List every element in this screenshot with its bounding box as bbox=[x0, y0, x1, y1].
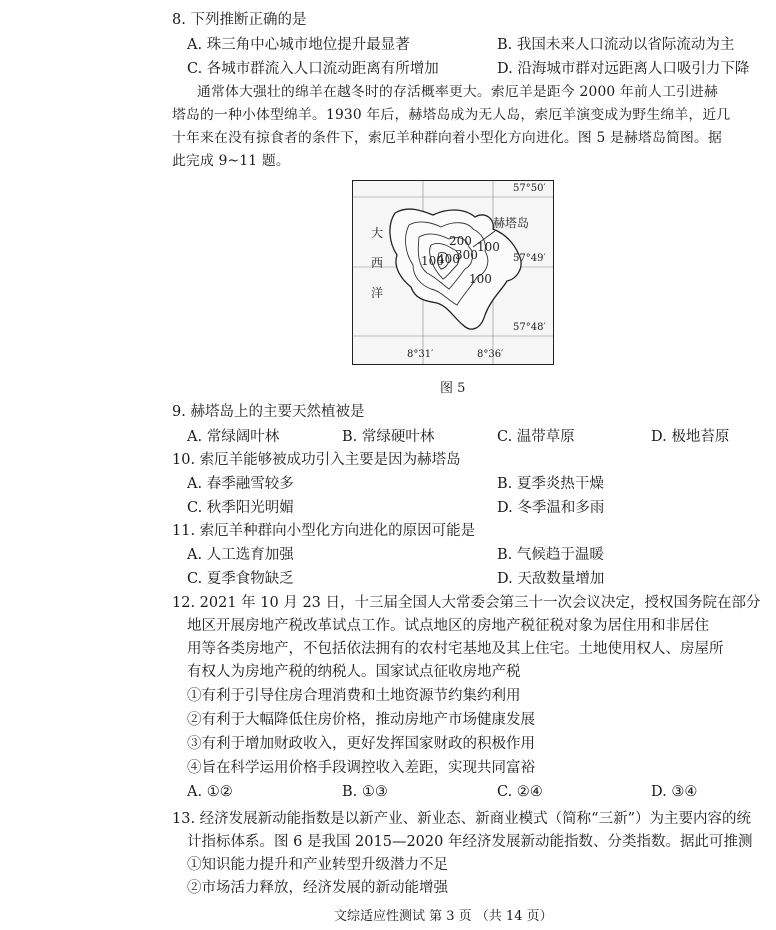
q12-line-3: 用等各类房地产，不包括依法拥有的农村宅基地及其上住宅。土地使用权人、房屋所 bbox=[187, 641, 724, 657]
passage-line-2: 塔岛的一种小体型绵羊。1930 年后，赫塔岛成为无人岛，索厄羊演变成为野生绵羊，近几 bbox=[172, 107, 731, 123]
passage-line-1: 通常体大强壮的绵羊在越冬时的存活概率更大。索厄羊是距今 2000 年前人工引进赫 bbox=[197, 84, 718, 100]
contour-label-2: 200 bbox=[449, 234, 472, 248]
q11-option-c: C. 夏季食物缺乏 bbox=[187, 571, 294, 587]
contour-label-6: 100 bbox=[477, 240, 500, 254]
q9-option-c: C. 温带草原 bbox=[497, 429, 575, 445]
q11-option-b: B. 气候趋于温暖 bbox=[497, 547, 604, 563]
q12-item-1: ①有利于引导住房合理消费和土地资源节约集约利用 bbox=[187, 688, 521, 704]
hirta-island-map bbox=[352, 180, 554, 365]
ocean-label-2: 西 bbox=[371, 256, 384, 270]
q11-stem: 11. 索厄羊种群向小型化方向进化的原因可能是 bbox=[172, 523, 476, 539]
lat-label-2: 57°49′ bbox=[513, 253, 546, 264]
contour-label-4: 400 bbox=[437, 252, 460, 266]
q9-option-b: B. 常绿硬叶林 bbox=[342, 429, 435, 445]
q10-stem: 10. 索厄羊能够被成功引入主要是因为赫塔岛 bbox=[172, 452, 461, 468]
q9-option-d: D. 极地苔原 bbox=[651, 429, 730, 445]
ocean-label-1: 大 bbox=[371, 226, 384, 240]
contour-label-5: 100 bbox=[469, 272, 492, 286]
contour-label-1: 100 bbox=[421, 254, 444, 268]
figure5-caption: 图 5 bbox=[440, 381, 466, 396]
lon-label-1: 8°31′ bbox=[407, 349, 434, 360]
page-footer: 文综适应性测试 第 3 页 （共 14 页） bbox=[334, 909, 553, 924]
q9-option-a: A. 常绿阔叶林 bbox=[187, 429, 280, 445]
q10-option-c: C. 秋季阳光明媚 bbox=[187, 500, 294, 516]
q11-option-a: A. 人工选育加强 bbox=[187, 547, 294, 563]
q12-option-a: A. ①② bbox=[187, 784, 233, 800]
lat-label-1: 57°50′ bbox=[513, 183, 546, 194]
lat-label-3: 57°48′ bbox=[513, 322, 546, 333]
ocean-label-3: 洋 bbox=[371, 286, 384, 300]
contour-label-3: 300 bbox=[455, 248, 478, 262]
q8-option-b: B. 我国未来人口流动以省际流动为主 bbox=[497, 37, 735, 53]
q11-option-d: D. 天敌数量增加 bbox=[497, 571, 605, 587]
q12-line-1: 12. 2021 年 10 月 23 日，十三届全国人大常委会第三十一次会议决定，授权国务院在部分 bbox=[172, 595, 761, 611]
q12-item-2: ②有利于大幅降低住房价格，推动房地产市场健康发展 bbox=[187, 712, 535, 728]
q10-option-b: B. 夏季炎热干燥 bbox=[497, 476, 604, 492]
q10-option-a: A. 春季融雪较多 bbox=[187, 476, 294, 492]
map-drawing bbox=[353, 181, 553, 364]
passage-line-3: 十年来在没有掠食者的条件下，索厄羊种群向着小型化方向进化。图 5 是赫塔岛简图。据 bbox=[172, 130, 723, 146]
q8-stem: 8. 下列推断正确的是 bbox=[172, 12, 307, 28]
q12-line-2: 地区开展房地产税改革试点工作。试点地区的房地产税征税对象为居住用和非居住 bbox=[187, 618, 709, 634]
q12-line-4: 有权人为房地产税的纳税人。国家试点征收房地产税 bbox=[187, 664, 521, 680]
q12-option-b: B. ①③ bbox=[342, 784, 388, 800]
q8-option-d: D. 沿海城市群对远距离人口吸引力下降 bbox=[497, 61, 750, 77]
q12-item-3: ③有利于增加财政收入，更好发挥国家财政的积极作用 bbox=[187, 736, 535, 752]
q13-item-2: ②市场活力释放，经济发展的新动能增强 bbox=[187, 880, 448, 896]
q9-stem: 9. 赫塔岛上的主要天然植被是 bbox=[172, 404, 365, 420]
q12-option-c: C. ②④ bbox=[497, 784, 543, 800]
q13-line-1: 13. 经济发展新动能指数是以新产业、新业态、新商业模式（简称“三新”）为主要内容的统 bbox=[172, 811, 751, 827]
q8-option-c: C. 各城市群流入人口流动距离有所增加 bbox=[187, 61, 439, 77]
q8-option-a: A. 珠三角中心城市地位提升最显著 bbox=[187, 37, 410, 53]
passage-line-4: 此完成 9~11 题。 bbox=[172, 153, 290, 169]
q10-option-d: D. 冬季温和多雨 bbox=[497, 500, 605, 516]
q12-item-4: ④旨在科学运用价格手段调控收入差距，实现共同富裕 bbox=[187, 760, 535, 776]
lon-label-2: 8°36′ bbox=[477, 349, 504, 360]
q13-line-2: 计指标体系。图 6 是我国 2015—2020 年经济发展新动能指数、分类指数。据此可推测 bbox=[187, 834, 753, 850]
q12-option-d: D. ③④ bbox=[651, 784, 698, 800]
q13-item-1: ①知识能力提升和产业转型升级潜力不足 bbox=[187, 857, 448, 873]
island-label: 赫塔岛 bbox=[493, 216, 530, 230]
